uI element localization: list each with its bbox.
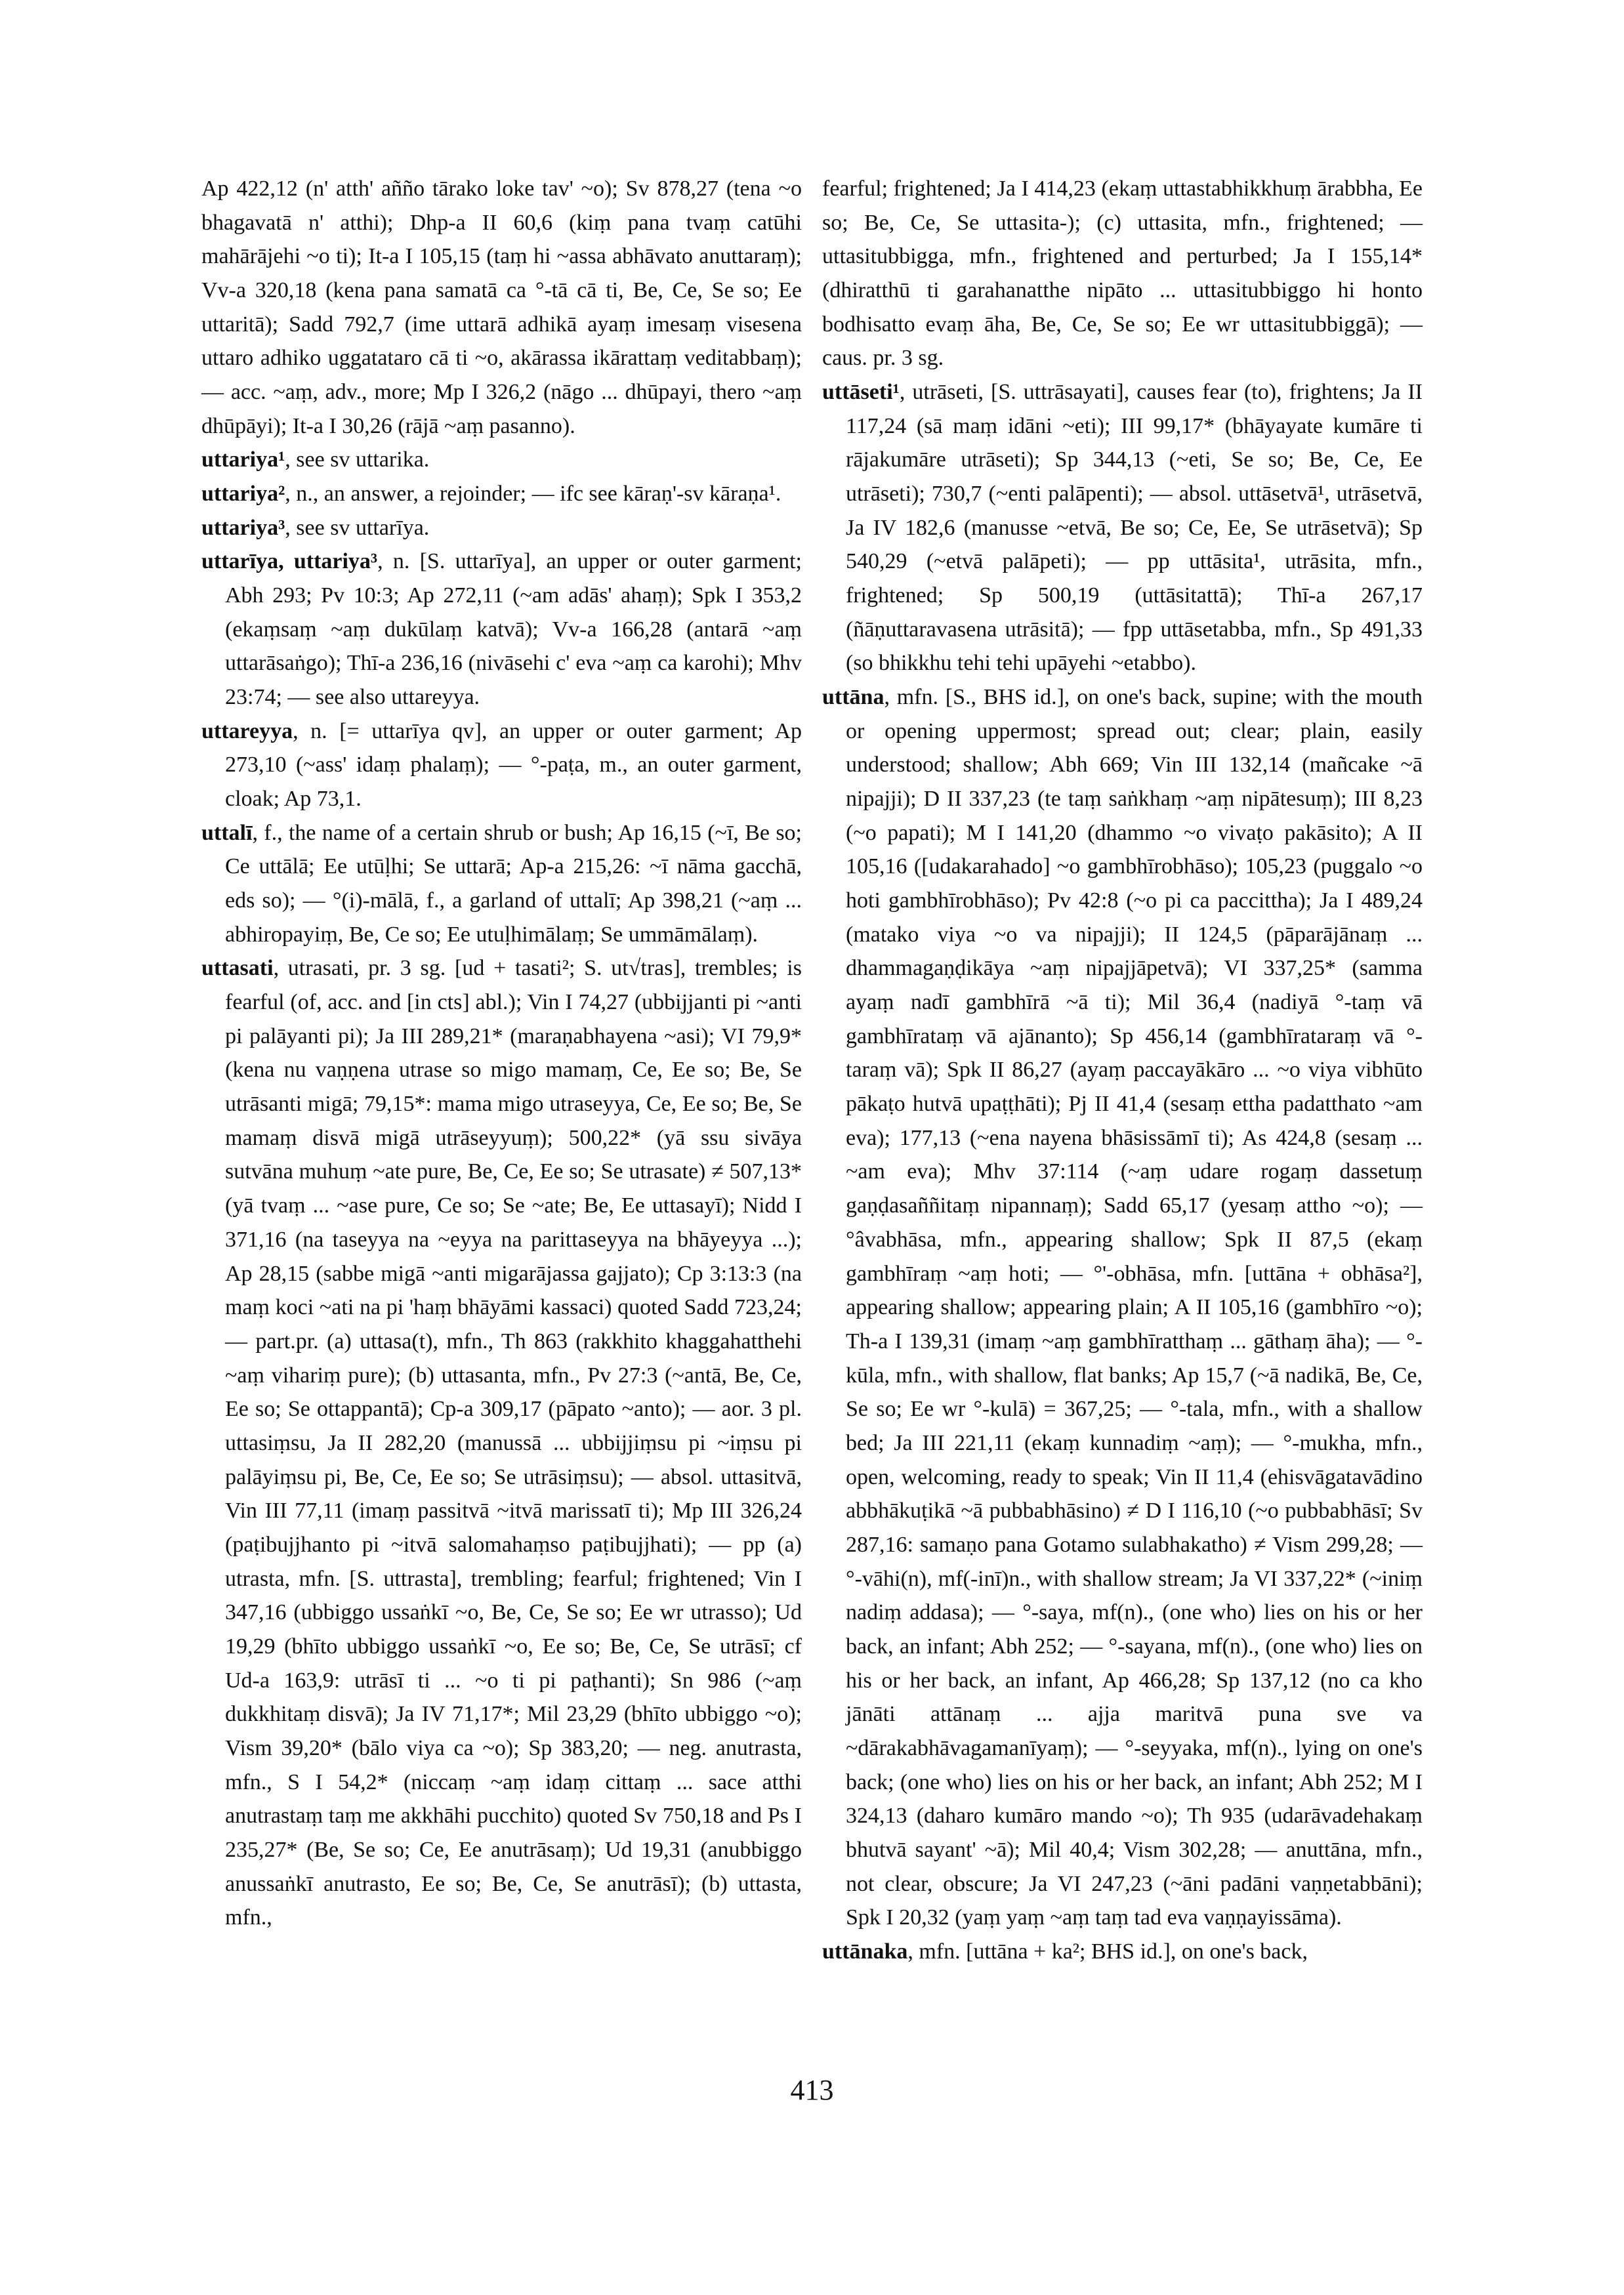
right-column — [822, 172, 1423, 1969]
dictionary-entry — [822, 375, 1423, 680]
entry-text: , f., the name of a certain shrub or bush; Ap 16,15 (~ī, Be so; Ce uttālā; Ee utūḷhi; Se uttarā; Ap-a 215,26: ~ī nāma gacchā, eds so); — °(i)-mālā, f., a garland of uttalī; Ap 398,21 (~aṃ ... abhiropayiṃ, Be, Ce so; Ee utuḷhimālaṃ; Se ummāmālaṃ). — [225, 820, 802, 947]
entry-text: , see sv uttarika. — [285, 447, 430, 472]
dictionary-entry — [201, 443, 802, 477]
headword: uttarīya, uttariya³ — [201, 549, 378, 574]
entry-text: , see sv uttarīya. — [285, 515, 430, 540]
headword: uttalī — [201, 820, 253, 845]
dictionary-entry — [201, 951, 802, 1934]
entry-continuation — [201, 172, 802, 443]
entry-text: , utrasati, pr. 3 sg. [ud + tasati²; S. ut√tras], trembles; is fearful (of, acc. and [in cts] abl.); Vin I 74,27 (ubbijjanti pi ~anti pi palāyanti pi); Ja III 289,21* (maraṇabhayena ~asi); VI 79,9* (kena nu vaṇṇena utrase so migo mamaṃ, Ce, Ee so; Be, Se utrāsanti migā; 79,15*: mama migo utraseyya, Ce, Ee so; Be, Se mamaṃ disvā migā utrāseyyuṃ); 500,22* (yā ssu sivāya sutvāna muhuṃ ~ate pure, Be, Ce, Ee so; Se utrasate) ≠ 507,13* (yā tvaṃ ... ~ase pure, Ce so; Se ~ate; Be, Ee uttasayī); Nidd I 371,16 (na taseyya na ~eyya na parittaseyya na bhāyeyya ...); Ap 28,15 (sabbe migā ~anti migarājassa gajjato); Cp 3:13:3 (na maṃ koci ~ati na pi 'haṃ bhāyāmi kassaci) quoted Sadd 723,24; — part.pr. (a) uttasa(t), mfn., Th 863 (rakkhito khaggahatthehi ~aṃ vihariṃ pure); (b) uttasanta, mfn., Pv 27:3 (~antā, Be, Ce, Ee so; Se ottappantā); Cp-a 309,17 (pāpato ~anto); — aor. 3 pl. uttasiṃsu, Ja II 282,20 (manussā ... ubbijjiṃsu pi ~iṃsu pi palāyiṃsu pi, Be, Ce, Ee so; Se utrāsiṃsu); — absol. uttasitvā, Vin III 77,11 (imaṃ passitvā ~itvā marissatī ti); Mp III 326,24 (paṭibujjhanto pi ~itvā salomahaṃso paṭibujjhati); — pp (a) utrasta, mfn. [S. uttrasta], trembling; fearful; frightened; Vin I 347,16 (ubbiggo ussaṅkī ~o, Be, Ce, Se so; Ee wr utrasso); Ud 19,29 (bhīto ubbiggo ussaṅkī ~o, Ee so; Be, Ce, Se utrāsī; cf Ud-a 163,9: utrāsī ti ... ~o ti pi paṭhanti); Sn 986 (~aṃ dukkhitaṃ disvā); Ja IV 71,17*; Mil 23,29 (bhīto ubbiggo ~o); Vism 39,20* (bālo viya ca ~o); Sp 383,20; — neg. anutrasta, mfn., S I 54,2* (niccaṃ ~aṃ idaṃ cittaṃ ... sace atthi anutrastaṃ taṃ me akkhāhi pucchito) quoted Sv 750,18 and Ps I 235,27* (Be, Se so; Ce, Ee anutrāsaṃ); Ud 19,31 (anubbiggo anussaṅkī anutrasto, Ee so; Be, Ce, Se anutrāsī); (b) uttasta, mfn., — [225, 956, 802, 1930]
entry-text: , n., an answer, a rejoinder; — ifc see kāraṇ'-sv kāraṇa¹. — [285, 482, 781, 507]
dictionary-entry — [201, 477, 802, 511]
headword: uttasati — [201, 956, 274, 981]
entry-text: , n. [S. uttarīya], an upper or outer garment; Abh 293; Pv 10:3; Ap 272,11 (~am adās' ahaṃ); Spk I 353,2 (ekaṃsaṃ ~aṃ dukūlaṃ katvā); Vv-a 166,28 (antarā ~aṃ uttarāsaṅgo); Thī-a 236,16 (nivāsehi c' eva ~aṃ ca karohi); Mhv 23:74; — see also uttareyya. — [225, 549, 802, 710]
headword: uttariya² — [201, 482, 285, 507]
headword: uttāseti¹ — [822, 380, 900, 405]
entry-text: , mfn. [uttāna + ka²; BHS id.], on one's back, — [907, 1939, 1308, 1964]
entry-text: , n. [= uttarīya qv], an upper or outer garment; Ap 273,10 (~ass' idaṃ phalaṃ); — °-paṭa, m., an outer garment, cloak; Ap 73,1. — [225, 718, 802, 812]
entry-text: fearful; frightened; Ja I 414,23 (ekaṃ uttastabhikkhuṃ ārabbha, Ee so; Be, Ce, Se uttasita-); (c) uttasita, mfn., frightened; — uttasitubbigga, mfn., frightened and perturbed; Ja I 155,14* (dhiratthū ti garahanatthe nipāto ... uttasitubbiggo hi honto bodhisatto evaṃ āha, Be, Ce, Se so; Ee wr uttasitubbiggā); — caus. pr. 3 sg. — [822, 176, 1423, 371]
headword: uttariya³ — [201, 515, 285, 540]
headword: uttānaka — [822, 1939, 908, 1964]
headword: uttāna — [822, 685, 885, 710]
entry-text: Ap 422,12 (n' atth' añño tārako loke tav' ~o); Sv 878,27 (tena ~o bhagavatā n' atthi); Dhp-a II 60,6 (kiṃ pana tvaṃ catūhi mahārājehi ~o ti); It-a I 105,15 (taṃ hi ~assa abhāvato anuttaraṃ); Vv-a 320,18 (kena pana samatā ca °-tā cā ti, Be, Ce, Se so; Ee uttaritā); Sadd 792,7 (ime uttarā adhikā ayaṃ imesaṃ visesena uttaro adhiko uggatataro cā ti ~o, akārassa ikārattaṃ veditabbaṃ); — acc. ~aṃ, adv., more; Mp I 326,2 (nāgo ... dhūpayi, thero ~aṃ dhūpāyi); It-a I 30,26 (rājā ~aṃ pasanno). — [201, 176, 802, 438]
entry-text: , utrāseti, [S. uttrāsayati], causes fear (to), frightens; Ja II 117,24 (sā maṃ idāni ~eti); III 99,17* (bhāyayate kumāre ti rājakumāre utrāseti); Sp 344,13 (~eti, Se so; Be, Ce, Ee utrāseti); 730,7 (~enti palāpenti); — absol. uttāsetvā¹, utrāsetvā, Ja IV 182,6 (manusse ~etvā, Be so; Ce, Ee, Se utrāsetvā); Sp 540,29 (~etvā palāpeti); — pp uttāsita¹, utrāsita, mfn., frightened; Sp 500,19 (uttāsitattā); Thī-a 267,17 (ñāṇuttaravasena utrāsitā); — fpp uttāsetabba, mfn., Sp 491,33 (so bhikkhu tehi tehi upāyehi ~etabbo). — [846, 380, 1423, 676]
dictionary-entry — [201, 511, 802, 545]
headword: uttareyya — [201, 718, 293, 743]
entry-continuation — [822, 172, 1423, 375]
dictionary-entry — [822, 680, 1423, 1935]
left-column — [201, 172, 802, 1935]
page-number: 413 — [790, 2074, 834, 2106]
entry-text: , mfn. [S., BHS id.], on one's back, supine; with the mouth or opening uppermost; spread out; clear; plain, easily understood; shallow; Abh 669; Vin III 132,14 (mañcake ~ā nipajji); D II 337,23 (te taṃ saṅkhaṃ ~aṃ nipātesuṃ); III 8,23 (~o papati); M I 141,20 (dhammo ~o vivaṭo pakāsito); A II 105,16 ([udakarahado] ~o gambhīrobhāso); 105,23 (puggalo ~o hoti gambhīrobhāso); Pv 42:8 (~o pi ca paccittha); Ja I 489,24 (matako viya ~o va nipajji); II 124,5 (pāparājānaṃ ... dhammagaṇḍikāya ~aṃ nipajjāpetvā); VI 337,25* (samma ayaṃ nadī gambhīrā ~ā ti); Mil 36,4 (nadiyā °-taṃ vā gambhīrataṃ vā ajānanto); Sp 456,14 (gambhīrataraṃ vā °-taraṃ vā); Spk II 86,27 (ayaṃ paccayākāro ... ~o viya vibhūto pākaṭo hutvā upaṭṭhāti); Pj II 41,4 (sesaṃ ettha padatthato ~am eva); 177,13 (~ena nayena bhāsissāmī ti); As 424,8 (sesaṃ ... ~am eva); Mhv 37:114 (~aṃ udare rogaṃ dassetuṃ gaṇḍasaññitaṃ nipannaṃ); Sadd 65,17 (yesaṃ attho ~o); — °âvabhāsa, mfn., appearing shallow; Spk II 87,5 (ekaṃ gambhīraṃ ~aṃ hoti; — °'-obhāsa, mfn. [uttāna + obhāsa²], appearing shallow; appearing plain; A II 105,16 (gambhīro ~o); Th-a I 139,31 (imaṃ ~aṃ gambhīratthaṃ ... gāthaṃ āha); — °-kūla, mfn., with shallow, flat banks; Ap 15,7 (~ā nadikā, Be, Ce, Se so; Ee wr °-kulā) = 367,25; — °-tala, mfn., with a shallow bed; Ja III 221,11 (ekaṃ kunnadiṃ ~aṃ); — °-mukha, mfn., open, welcoming, ready to speak; Vin II 11,4 (ehisvāgatavādino abbhākuṭikā ~ā pubbabhāsino) ≠ D I 116,10 (~o pubbabhāsī; Sv 287,16: samaṇo pana Gotamo sulabhakatho) ≠ Vism 299,28; — °-vāhi(n), mf(-inī)n., with shallow stream; Ja VI 337,22* (~iniṃ nadiṃ addasa); — °-saya, mf(n)., (one who) lies on his or her back, an infant; Abh 252; — °-sayana, mf(n)., (one who) lies on his or her back, an infant, Ap 466,28; Sp 137,12 (no ca kho jānāti attānaṃ ... ajja maritvā puna sve va ~dārakabhāvagamanīyaṃ); — °-seyyaka, mf(n)., lying on one's back; (one who) lies on his or her back, an infant; Abh 252; M I 324,13 (daharo kumāro mando ~o); Th 935 (udarāvadehakaṃ bhutvā sayant' ~ā); Mil 40,4; Vism 302,28; — anuttāna, mfn., not clear, obscure; Ja VI 247,23 (~āni padāni vaṇṇetabbāni); Spk I 20,32 (yaṃ yaṃ ~aṃ taṃ tad eva vaṇṇayissāma). — [846, 685, 1423, 1930]
headword: uttariya¹ — [201, 447, 285, 472]
dictionary-entry — [201, 816, 802, 952]
dictionary-entry — [822, 1935, 1423, 1969]
dictionary-entry — [201, 714, 802, 816]
dictionary-entry — [201, 545, 802, 714]
